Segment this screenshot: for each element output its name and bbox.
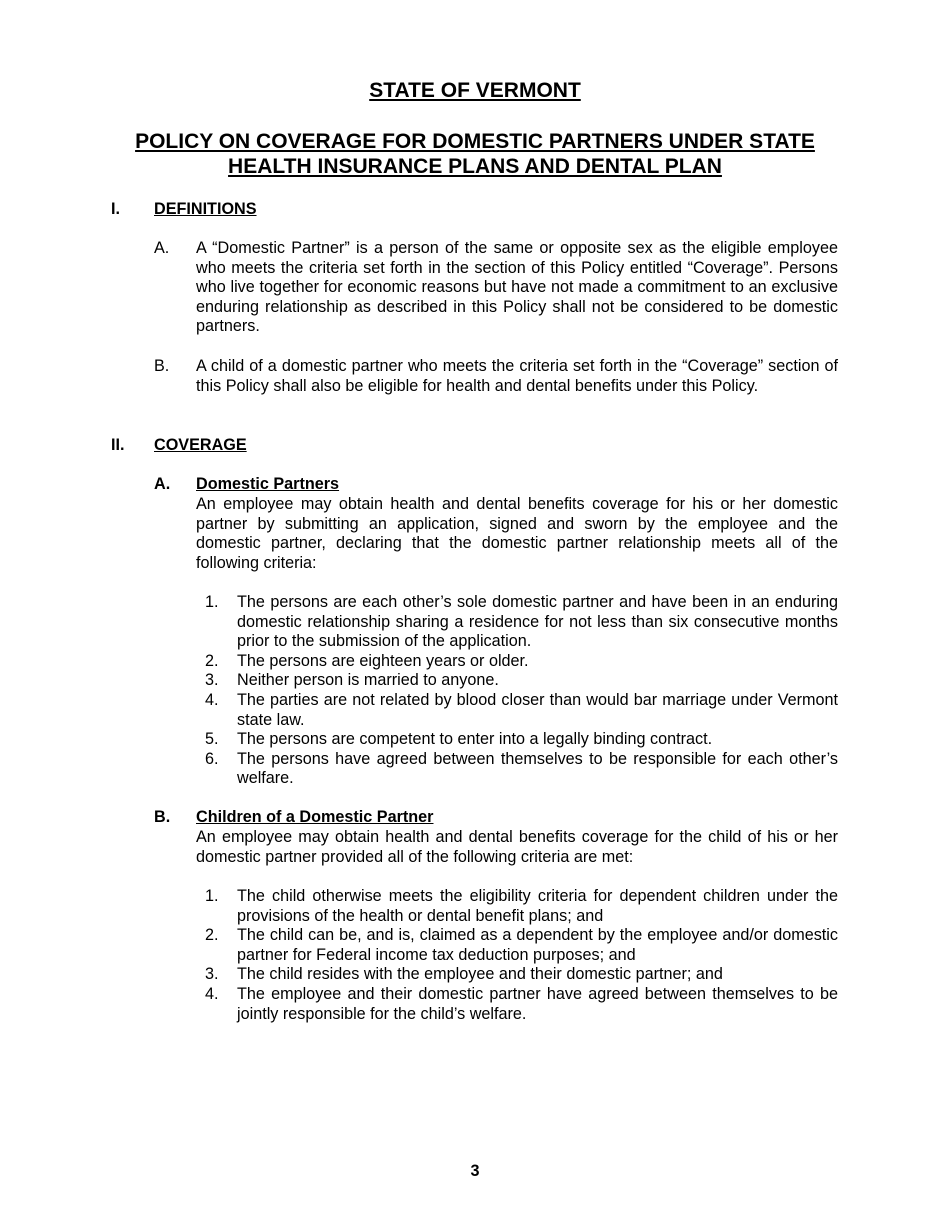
policy-title: POLICY ON COVERAGE FOR DOMESTIC PARTNERS UNDER STATE HEALTH INSURANCE PLANS AND DENTAL PLAN bbox=[135, 130, 815, 178]
list-number: 6. bbox=[205, 749, 219, 768]
list-number: 4. bbox=[205, 984, 219, 1003]
list-text: The persons are competent to enter into a legally binding contract. bbox=[237, 730, 713, 749]
list-item bbox=[205, 887, 838, 926]
subsection-title-domestic-partners: Domestic Partners bbox=[196, 475, 340, 493]
subsection-intro: An employee may obtain health and dental benefits coverage for the child of his or her domestic partner provided all of the following criteria are met: bbox=[196, 828, 838, 866]
list-number: 3. bbox=[205, 965, 219, 984]
criteria-list-children bbox=[205, 887, 838, 1024]
list-item bbox=[205, 926, 838, 965]
list-number: 2. bbox=[205, 926, 219, 945]
list-text: The child can be, and is, claimed as a dependent by the employee and/or domestic partner for Federal income tax deduction purposes; and bbox=[237, 926, 838, 964]
subsection-title-children: Children of a Domestic Partner bbox=[196, 808, 434, 826]
list-number: 3. bbox=[205, 671, 219, 690]
list-item bbox=[205, 691, 838, 730]
section-title-definitions: DEFINITIONS bbox=[154, 200, 257, 218]
subsection-letter: A. bbox=[154, 475, 171, 493]
section-number: I. bbox=[111, 200, 120, 218]
list-item bbox=[205, 593, 838, 652]
definition-child-of-partner: A child of a domestic partner who meets the criteria set forth in the “Coverage” section of this Policy shall also be eligible for health and dental benefits under this Policy. bbox=[196, 357, 838, 395]
list-item bbox=[205, 652, 838, 672]
section-title-coverage: COVERAGE bbox=[154, 436, 247, 454]
list-text: The persons are eighteen years or older. bbox=[237, 651, 529, 670]
subsection-intro: An employee may obtain health and dental benefits coverage for his or her domestic partner by submitting an application, signed and sworn by the employee and the domestic partner, declaring that the domestic partner relationship meets all of the following criteria: bbox=[196, 495, 838, 572]
list-item bbox=[205, 750, 838, 789]
list-text: The persons are each other’s sole domestic partner and have been in an enduring domestic relationship sharing a residence for not less than six consecutive months prior to the submission of the application. bbox=[237, 593, 838, 651]
list-text: The parties are not related by blood closer than would bar marriage under Vermont state law. bbox=[237, 690, 838, 729]
definition-domestic-partner: A “Domestic Partner” is a person of the same or opposite sex as the eligible employee who meets the criteria set forth in the section of this Policy entitled “Coverage”. Persons who live together for economic reasons but have not made a commitment to an exclusive enduring relationship as described in this Policy shall not be considered to be domestic partners. bbox=[196, 239, 838, 336]
list-item bbox=[205, 985, 838, 1024]
list-item bbox=[205, 965, 838, 985]
list-number: 4. bbox=[205, 690, 219, 709]
section-number: II. bbox=[111, 436, 125, 454]
list-item bbox=[205, 671, 838, 691]
page-number: 3 bbox=[470, 1162, 480, 1180]
criteria-list-partners bbox=[205, 593, 838, 789]
list-text: The child resides with the employee and their domestic partner; and bbox=[237, 965, 723, 984]
subsection-letter: B. bbox=[154, 808, 171, 826]
item-letter: A. bbox=[154, 239, 170, 257]
list-number: 1. bbox=[205, 887, 219, 905]
list-text: The employee and their domestic partner have agreed between themselves to be jointly responsible for the child’s welfare. bbox=[237, 984, 838, 1023]
list-text: Neither person is married to anyone. bbox=[237, 671, 499, 690]
list-text: The child otherwise meets the eligibility criteria for dependent children under the provisions of the health or dental benefit plans; and bbox=[237, 887, 838, 925]
list-number: 5. bbox=[205, 730, 219, 749]
list-number: 1. bbox=[205, 593, 219, 611]
item-letter: B. bbox=[154, 357, 170, 375]
list-item bbox=[205, 730, 838, 750]
list-text: The persons have agreed between themselves to be responsible for each other’s welfare. bbox=[237, 749, 838, 788]
list-number: 2. bbox=[205, 651, 219, 670]
document-title: STATE OF VERMONT bbox=[369, 79, 581, 102]
